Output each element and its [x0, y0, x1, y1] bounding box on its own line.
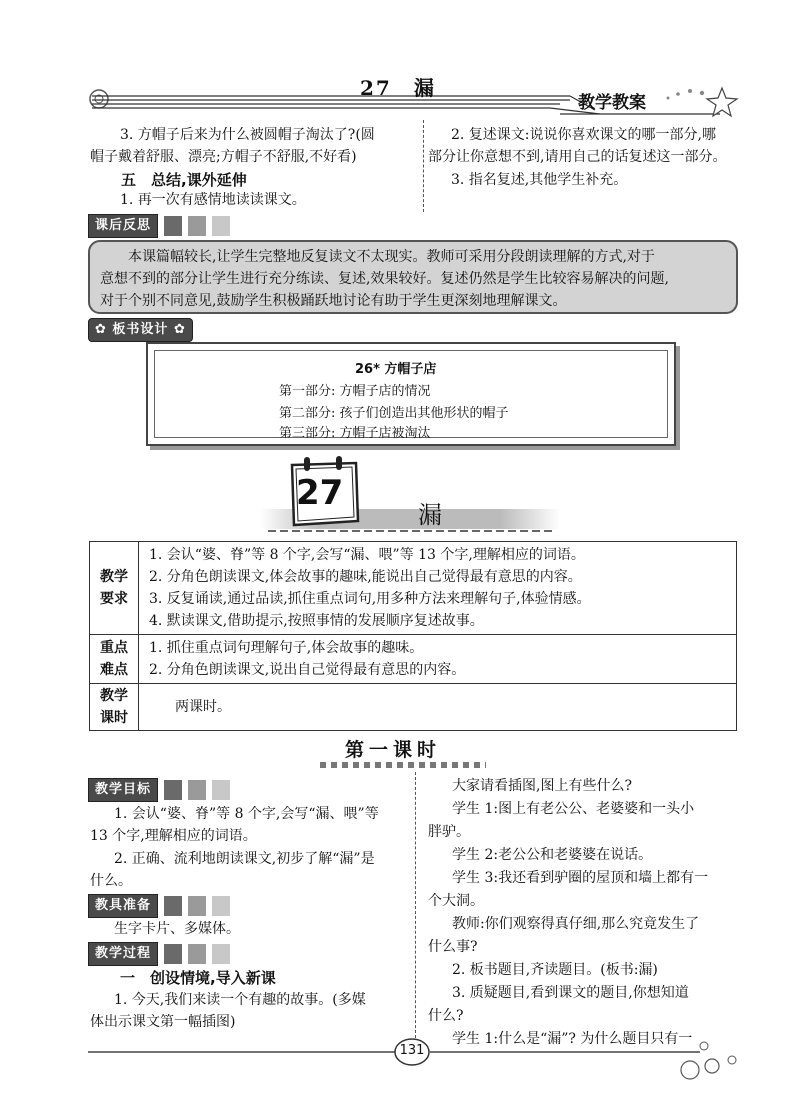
text-line: 生字卡片、多媒体。 — [114, 921, 240, 937]
table-cell — [139, 635, 737, 684]
header-decoration-icon — [0, 0, 800, 120]
text-line: 2. 复述课文:说说你喜欢课文的哪一部分,哪 — [451, 127, 716, 143]
text-line: 3. 指名复述,其他学生补充。 — [451, 172, 628, 188]
tag-square-icon — [164, 216, 182, 236]
text-line: 意想不到的部分让学生进行充分练读、复述,效果较好。复述仍然是学生比较容易解决的问题, — [100, 271, 669, 287]
page-number: 131 — [399, 1043, 425, 1058]
lesson-banner — [260, 455, 560, 541]
tag-square-icon — [164, 944, 182, 964]
tag-square-icon — [164, 896, 182, 916]
text-line: 大家请看插图,图上有些什么? — [452, 778, 632, 794]
page-header — [0, 0, 800, 120]
dotted-underline-icon — [318, 760, 488, 770]
text-line: 胖驴。 — [428, 824, 470, 840]
header-badge: 教学教案 — [578, 93, 646, 113]
board-design-tag — [88, 318, 193, 342]
text-line: 部分让你意想不到,请用自己的话复述这一部分。 — [428, 149, 727, 165]
process-tag-label: 教学过程 — [88, 942, 158, 966]
table-row — [90, 542, 737, 635]
lesson-number: 27 — [296, 473, 344, 513]
key-points-header: 重点难点 — [100, 640, 128, 678]
text-line: 3. 方帽子后来为什么被圆帽子淘汰了?(圆 — [120, 127, 375, 143]
table-row — [90, 635, 737, 684]
tools-tag — [88, 894, 230, 918]
tag-square-icon — [188, 780, 206, 800]
text-line: 1. 再一次有感情地读读课文。 — [120, 192, 306, 208]
text-line: 什么。 — [90, 873, 132, 889]
board-title: 26* 方帽子店 — [355, 362, 437, 377]
goals-tag — [88, 778, 230, 802]
text-line: 个大洞。 — [428, 893, 484, 909]
text-line: 学生 3:我还看到驴圈的屋顶和墙上都有一 — [452, 870, 709, 886]
list-item: 3. 反复诵读,通过品读,抓住重点词句,用多种方法来理解句子,体验情感。 — [149, 591, 591, 607]
list-item: 4. 默读课文,借助提示,按照事情的发展顺序复述故事。 — [149, 613, 484, 629]
board-design-tag-label: ✿ 板书设计 ✿ — [88, 318, 193, 342]
text-line: 什么事? — [428, 939, 478, 955]
requirements-header: 教学要求 — [100, 569, 128, 607]
table-header-cell — [90, 684, 139, 731]
top-section-divider — [423, 120, 425, 212]
process-tag — [88, 942, 230, 966]
section-heading: 五 总结,课外延伸 — [121, 171, 247, 189]
board-row: 第三部分: 方帽子店被淘汰 — [279, 426, 431, 441]
text-line: 什么? — [428, 1008, 464, 1024]
text-line: 1. 会认“婆、脊”等 8 个字,会写“漏、喂”等 — [114, 806, 379, 822]
text-line: 2. 正确、流利地朗读课文,初步了解“漏”是 — [114, 851, 375, 867]
text-line: 体出示课文第一幅插图) — [90, 1014, 236, 1030]
table-cell — [139, 684, 737, 731]
tag-square-icon — [164, 780, 182, 800]
text-line: 学生 1:什么是“漏”? 为什么题目只有一 — [452, 1031, 693, 1047]
hours-header: 教学课时 — [100, 688, 128, 726]
lesson-header-title: 27 漏 — [360, 76, 436, 100]
list-item: 2. 分角色朗读课文,说出自己觉得最有意思的内容。 — [149, 662, 466, 678]
text-line: 学生 2:老公公和老婆婆在说话。 — [452, 847, 653, 863]
text-line: 对于个别不同意见,鼓励学生积极踊跃地讨论有助于学生更深刻地理解课文。 — [100, 293, 567, 309]
text-line: 13 个字,理解相应的词语。 — [90, 828, 257, 844]
board-row: 第二部分: 孩子们创造出其他形状的帽子 — [279, 406, 509, 421]
period-title: 第一课时 — [345, 739, 442, 761]
table-row — [90, 684, 737, 731]
list-item: 1. 会认“婆、脊”等 8 个字,会写“漏、喂”等 13 个字,理解相应的词语。 — [149, 547, 585, 563]
bottom-section-divider — [415, 772, 417, 1038]
table-header-cell — [90, 542, 139, 635]
tag-square-icon — [212, 896, 230, 916]
text-line: 2. 板书题目,齐读题目。(板书:漏) — [452, 962, 658, 978]
section-heading: 一 创设情境,导入新课 — [120, 969, 276, 987]
text-line: 学生 1:图上有老公公、老婆婆和一头小 — [452, 801, 695, 817]
requirements-table — [89, 541, 737, 731]
text-line: 1. 今天,我们来读一个有趣的故事。(多媒 — [114, 992, 366, 1008]
reflection-box — [88, 240, 738, 314]
text-line: 3. 质疑题目,看到课文的题目,你想知道 — [452, 985, 689, 1001]
tools-tag-label: 教具准备 — [88, 894, 158, 918]
tag-square-icon — [188, 896, 206, 916]
reflection-tag-label: 课后反思 — [88, 214, 158, 238]
text-line: 教师:你们观察得真仔细,那么究竟发生了 — [452, 916, 700, 932]
tag-square-icon — [212, 944, 230, 964]
tag-square-icon — [212, 780, 230, 800]
lesson-title: 漏 — [418, 501, 442, 529]
hours-value: 两课时。 — [175, 699, 231, 715]
table-header-cell — [90, 635, 139, 684]
goals-tag-label: 教学目标 — [88, 778, 158, 802]
text-line: 帽子戴着舒服、漂亮;方帽子不舒服,不好看) — [90, 149, 357, 165]
tag-square-icon — [188, 216, 206, 236]
table-cell — [139, 542, 737, 635]
tag-square-icon — [212, 216, 230, 236]
text-line: 本课篇幅较长,让学生完整地反复读文不太现实。教师可采用分段朗读理解的方式,对于 — [128, 249, 655, 265]
reflection-tag — [88, 214, 230, 238]
list-item: 2. 分角色朗读课文,体会故事的趣味,能说出自己觉得最有意思的内容。 — [149, 569, 582, 585]
board-row: 第一部分: 方帽子店的情况 — [279, 384, 431, 399]
blackboard-inner — [154, 350, 668, 441]
list-item: 1. 抓住重点词句理解句子,体会故事的趣味。 — [149, 640, 424, 656]
tag-square-icon — [188, 944, 206, 964]
blackboard-design — [146, 342, 676, 446]
